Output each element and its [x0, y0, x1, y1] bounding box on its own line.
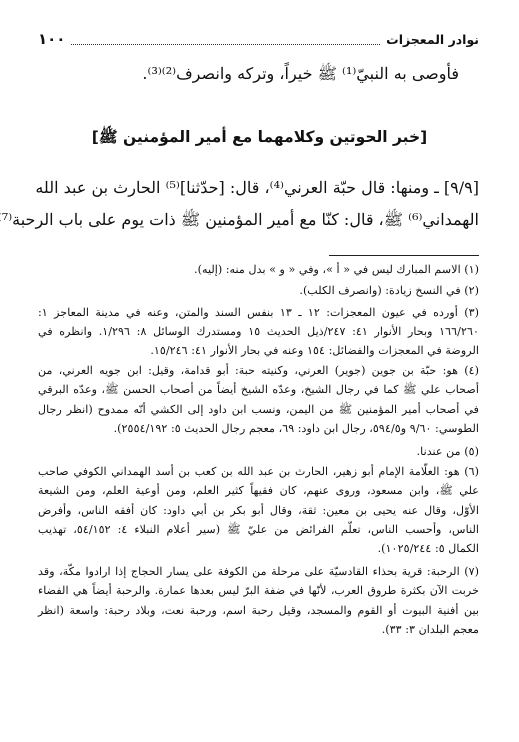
page-number: ١٠٠: [38, 30, 66, 48]
footnote-line: أصحاب علي ﷺ كما في رجال الشيخ، وعدّه الشيخ أيضاً من أصحاب الحسن ﷺ، وعدّه البرقي: [38, 383, 479, 396]
footnote-line: في أصحاب أمير المؤمنين ﷺ من اليمن، ونسب ابن داود إلى الكشي أنّه ممدوح (انظر رجال: [38, 403, 479, 416]
footnote-line: الروضة في المعجزات والفضائل: ١٥٤ وعنه في بحار الأنوار ٤١: ١٥/٢٤٦.: [150, 344, 479, 357]
page-header: [38, 30, 479, 48]
footnote-line: الطوسي: ٩/٦٠ و٥٩٤/٥، رجال ابن داود: ٦٩، معجم رجال الحديث ٥: ٢٥٥٤/١٩٢).: [113, 422, 479, 435]
footnote-line: الأوّل، وقال عنه يحيى بن معين: ثقة، وقال أبو بكر بن أبي داود: كان أفقه الناس، وأفرض: [38, 504, 479, 517]
footnote-line: (٣) أورده في عيون المعجزات: ١٢ ـ ١٣ بنفس السند والمتن، وعنه في مدينة المعاجز ١:: [38, 306, 479, 319]
footnote-line: ١٦٦/٢٦٠ وبحار الأنوار ٤١: ٢٤٧/ذيل الحديث ١٥ ومستدرك الوسائل ٨: ١/٢٩٦. وانظره في: [38, 325, 479, 338]
header-dotted-leader: [71, 34, 380, 45]
footnote-line: (١) الاسم المبارك ليس في « أ »، وفي « و » بدل منه: (إليه).: [194, 263, 479, 276]
footnote-line: (٤) هو: حبّة بن جوين (جوير) العرني، وكنيته حبة: أبو قدامة، وقيل: ابن جويه العرني، من: [38, 364, 479, 377]
footnote-line: بين أفنية البيوت أو القوم والمسجد، وقيل رحبة اسم، ورحبة نعت، وبلاد رحبة: واسعة (انظر: [38, 604, 479, 617]
footnote-line: علي ﷺ، وابن مسعود، وروى عنهم، كان فقيهاً كثير العلم، ومن أوعية العلم، ومن الشيعة: [38, 484, 479, 497]
footnote-line: الكمال ٥: ١٠٢٥/٢٤٤).: [377, 542, 479, 555]
body-line-1: فأوصى به النبيّ⁽¹⁾ ﷺ خيراً، وتركه وانصرف⁽²⁾⁽³⁾.: [142, 64, 459, 83]
footnote-separator: [329, 255, 479, 256]
footnote-line: (٧) الرحبة: قرية بحذاء القادسيّة على مرحلة من الكوفة على يسار الحجاج إذا ارادوا مكّة، وقد: [38, 565, 479, 578]
body-paragraph-line-2: الهمداني⁽⁶⁾ ﷺ، قال: كنّا مع أمير المؤمنين ﷺ ذات يوم على باب الرحبة⁽⁷: [1, 210, 479, 229]
running-title: نوادر المعجزات: [386, 31, 479, 47]
footnote-line: (٥) من عندنا.: [416, 445, 479, 458]
footnote-line: معجم البلدان ٣: ٣٣).: [381, 623, 479, 636]
body-paragraph-line-1: [٩/٩] ـ ومنها: قال حبّة العرني⁽⁴⁾، قال: [حدّثنا]⁽⁵⁾ الحارث بن عبد الله: [35, 178, 479, 197]
footnote-line: خربت الآن بكثرة طروق العرب، لأنّها في ضفة البرّ ليس بعدها عمارة. والرحبة أيضاً هي الفضاء: [38, 584, 479, 597]
footnote-line: الناس، وأحسب الناس، تعلّم الفرائض من عليّ ﷺ (سير أعلام النبلاء ٤: ٥٤/١٥٢، تهذيب: [38, 523, 479, 536]
footnote-line: (٢) في النسخ زيادة: (وانصرف الكلب).: [299, 284, 479, 297]
section-heading: [خبر الحوتين وكلامهما مع أمير المؤمنين ﷺ]: [91, 128, 428, 146]
footnote-line: (٦) هو: العلّامة الإمام أبو زهير، الحارث بن عبد الله بن كعب بن أسد الهمداني الكوفي صاحب: [38, 465, 479, 478]
